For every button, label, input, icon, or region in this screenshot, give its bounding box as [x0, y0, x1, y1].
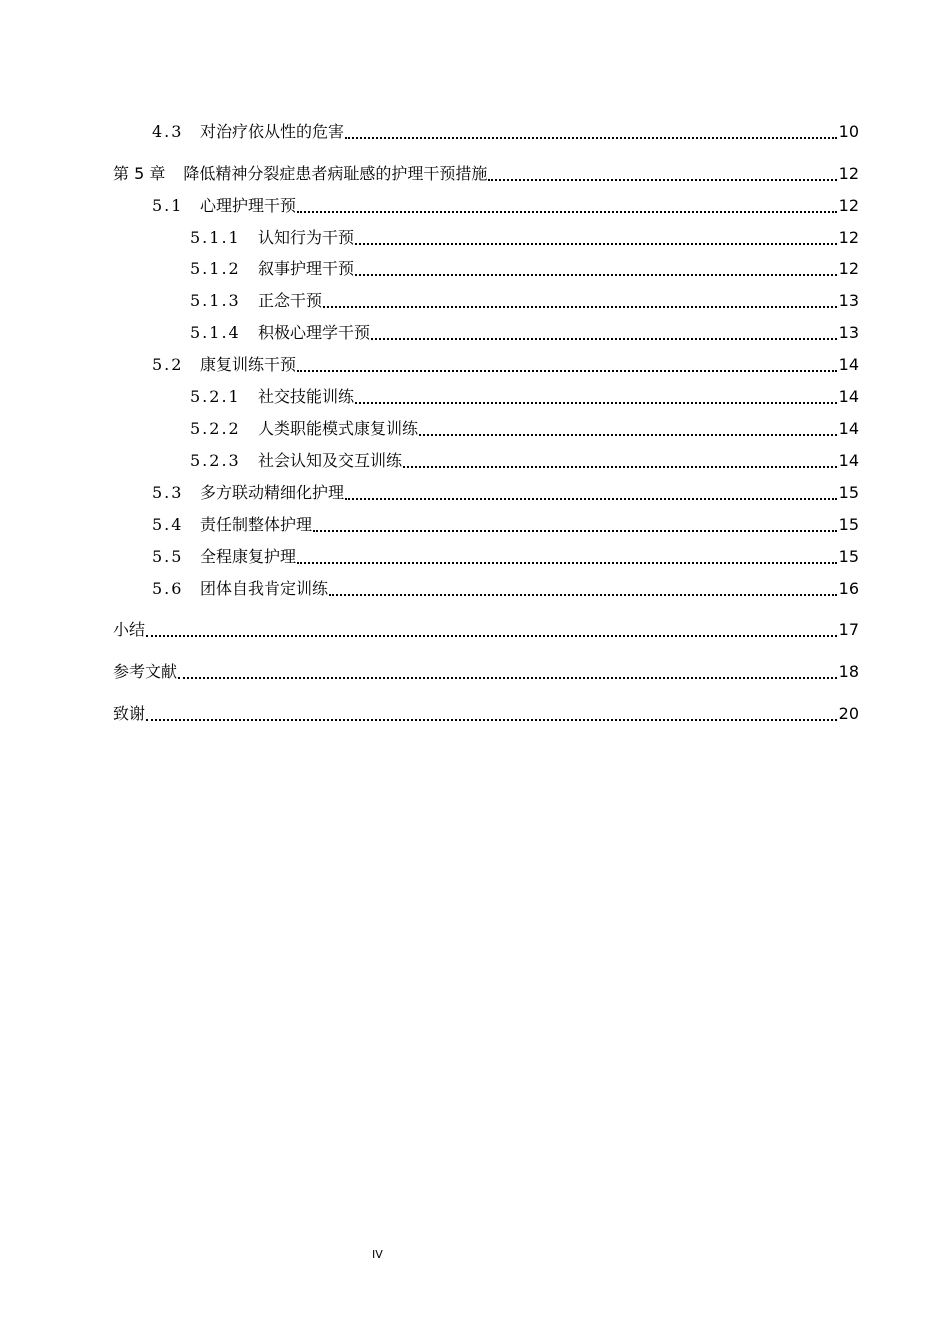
toc-dot-leader	[488, 178, 836, 181]
toc-dot-leader	[403, 465, 837, 468]
toc-dot-leader	[323, 305, 837, 308]
toc-entry-page: 14	[838, 387, 859, 406]
toc-entry[interactable]	[0, 224, 950, 248]
toc-entry-number: 5.2	[152, 355, 184, 374]
toc-entry-number: 5.3	[152, 483, 184, 502]
toc-entry[interactable]	[0, 383, 950, 407]
toc-dot-leader	[419, 433, 837, 436]
toc-entry[interactable]	[0, 511, 950, 535]
toc-entry[interactable]	[0, 415, 950, 439]
toc-entry-number: 5.1.1	[190, 228, 241, 247]
toc-entry-title: 正念干预	[258, 291, 323, 310]
toc-entry-page: 14	[838, 419, 859, 438]
toc-entry-title: 小结	[113, 620, 146, 639]
toc-entry-chapter[interactable]	[0, 160, 950, 184]
toc-entry-title: 认知行为干预	[258, 228, 355, 247]
toc-entry-page: 13	[838, 291, 859, 310]
toc-entry-title: 多方联动精细化护理	[200, 483, 345, 502]
toc-entry-page: 14	[838, 451, 859, 470]
toc-entry-title: 全程康复护理	[200, 547, 297, 566]
toc-dot-leader	[146, 634, 837, 637]
toc-entry-references[interactable]	[0, 658, 950, 682]
toc-entry-page: 12	[838, 164, 859, 183]
toc-entry[interactable]	[0, 351, 950, 375]
toc-entry-title: 康复训练干预	[200, 355, 297, 374]
toc-entry-page: 20	[838, 704, 859, 723]
page-number: IV	[372, 1248, 383, 1261]
toc-entry-title: 心理护理干预	[200, 196, 297, 215]
toc-dot-leader	[146, 718, 837, 721]
toc-dot-leader	[313, 529, 837, 532]
toc-entry-number: 4.3	[152, 122, 184, 141]
toc-entry[interactable]	[0, 543, 950, 567]
toc-entry-title: 积极心理学干预	[258, 323, 371, 342]
toc-entry-title: 降低精神分裂症患者病耻感的护理干预措施	[183, 164, 488, 183]
toc-dot-leader	[355, 242, 837, 245]
toc-entry-number: 5.2.1	[190, 387, 241, 406]
toc-entry-number: 5.5	[152, 547, 184, 566]
toc-entry-summary[interactable]	[0, 616, 950, 640]
toc-entry[interactable]	[0, 255, 950, 279]
toc-entry-page: 13	[838, 323, 859, 342]
toc-entry-title: 致谢	[113, 704, 146, 723]
toc-entry-page: 15	[838, 515, 859, 534]
toc-entry[interactable]	[0, 479, 950, 503]
toc-dot-leader	[355, 401, 837, 404]
toc-entry-title: 社会认知及交互训练	[258, 451, 403, 470]
toc-entry-title: 责任制整体护理	[200, 515, 313, 534]
toc-dot-leader	[355, 273, 837, 276]
toc-entry-page: 17	[838, 620, 859, 639]
toc-entry-page: 14	[838, 355, 859, 374]
toc-entry[interactable]	[0, 575, 950, 599]
toc-entry[interactable]	[0, 319, 950, 343]
toc-entry-page: 16	[838, 579, 859, 598]
toc-entry-number: 5.2.2	[190, 419, 241, 438]
toc-entry-page: 15	[838, 483, 859, 502]
toc-entry-title: 参考文献	[113, 662, 178, 681]
toc-entry-number: 5.1.2	[190, 259, 241, 278]
toc-dot-leader	[178, 676, 837, 679]
toc-entry-number: 第 5 章	[113, 164, 166, 183]
toc-entry-page: 12	[838, 259, 859, 278]
toc-entry-page: 15	[838, 547, 859, 566]
toc-entry[interactable]	[0, 287, 950, 311]
toc-entry-title: 叙事护理干预	[258, 259, 355, 278]
toc-entry-number: 5.6	[152, 579, 184, 598]
toc-entry-acknowledgements[interactable]	[0, 700, 950, 724]
toc-entry[interactable]	[0, 447, 950, 471]
toc-entry-number: 5.1	[152, 196, 184, 215]
toc-entry-title: 对治疗依从性的危害	[200, 122, 345, 141]
toc-dot-leader	[297, 210, 837, 213]
toc-dot-leader	[371, 337, 837, 340]
toc-entry[interactable]	[0, 118, 950, 142]
toc-entry-title: 团体自我肯定训练	[200, 579, 329, 598]
toc-entry-title: 社交技能训练	[258, 387, 355, 406]
toc-entry-page: 18	[838, 662, 859, 681]
toc-dot-leader	[345, 497, 837, 500]
toc-entry[interactable]	[0, 192, 950, 216]
toc-entry-page: 12	[838, 196, 859, 215]
toc-dot-leader	[345, 136, 837, 139]
toc-entry-page: 10	[838, 122, 859, 141]
toc-entry-number: 5.2.3	[190, 451, 241, 470]
toc-dot-leader	[297, 369, 837, 372]
toc-entry-title: 人类职能模式康复训练	[258, 419, 419, 438]
toc-entry-page: 12	[838, 228, 859, 247]
toc-dot-leader	[329, 593, 837, 596]
toc-entry-number: 5.1.4	[190, 323, 241, 342]
toc-entry-number: 5.1.3	[190, 291, 241, 310]
toc-entry-number: 5.4	[152, 515, 184, 534]
toc-dot-leader	[297, 561, 837, 564]
